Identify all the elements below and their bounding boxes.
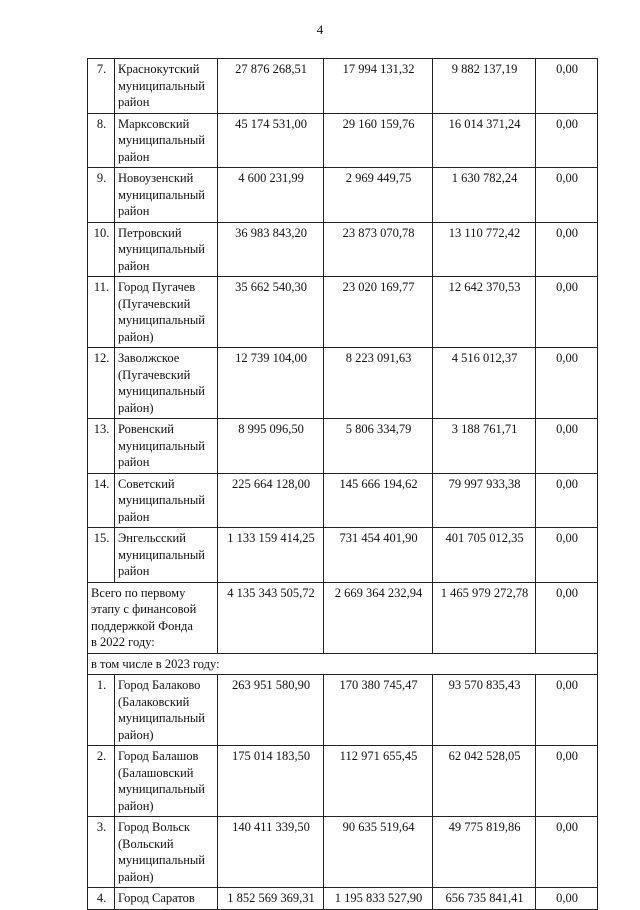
municipality-name-line: Марксовский (118, 116, 190, 131)
row-number: 11. (88, 277, 115, 348)
municipality-name-line: Город Балаково (118, 678, 201, 692)
total-cost-cell: 4 600 231,99 (218, 168, 324, 223)
municipality-name-line: район) (118, 727, 154, 742)
municipality-name (115, 348, 218, 419)
row-number: 15. (88, 528, 115, 583)
local-budget-cell: 0,00 (536, 419, 598, 474)
section-row (88, 653, 598, 675)
row-number: 2. (88, 746, 115, 817)
municipality-name-line: район) (118, 329, 154, 344)
local-budget-cell: 0,00 (536, 888, 598, 910)
municipality-name-line: муниципальный (118, 187, 205, 202)
fund-support-cell: 5 806 334,79 (324, 419, 433, 474)
table-row (88, 675, 598, 746)
fund-support-cell: 8 223 091,63 (324, 348, 433, 419)
municipality-name-line: муниципальный (118, 384, 205, 398)
total-row (88, 582, 598, 653)
local-budget-cell: 0,00 (536, 59, 598, 114)
municipality-name-line: район) (118, 798, 154, 813)
table-row (88, 817, 598, 888)
total-label-line: этапу с финансовой (91, 602, 197, 616)
municipality-name-line: Заволжское (118, 351, 180, 365)
table-row (88, 168, 598, 223)
local-budget-cell: 0,00 (536, 222, 598, 277)
row-number: 10. (88, 222, 115, 277)
local-budget-cell: 0,00 (536, 113, 598, 168)
local-budget-cell: 0,00 (536, 168, 598, 223)
total-cost-cell: 263 951 580,90 (218, 675, 324, 746)
municipality-name-line: Новоузенский (118, 171, 194, 185)
fund-support-cell: 23 873 070,78 (324, 222, 433, 277)
local-budget-cell: 0,00 (536, 473, 598, 528)
local-budget-cell: 0,00 (536, 675, 598, 746)
local-budget-cell: 0,00 (536, 817, 598, 888)
municipality-name-line: муниципальный (118, 711, 205, 725)
table-row (88, 419, 598, 474)
fund-support-cell: 731 454 401,90 (324, 528, 433, 583)
total-cost-cell: 1 133 159 414,25 (218, 528, 324, 583)
municipality-name-line: (Пугачевский (118, 367, 191, 382)
municipality-name (115, 222, 218, 277)
municipality-name-line: район) (118, 400, 154, 415)
regional-budget-cell: 49 775 819,86 (433, 817, 536, 888)
section-heading: в том числе в 2023 году: (88, 653, 598, 675)
table-body (88, 59, 598, 910)
row-number: 14. (88, 473, 115, 528)
municipality-name-line: район (118, 455, 150, 469)
municipality-name-line: муниципальный (118, 493, 205, 507)
municipality-name-line: район (118, 95, 150, 109)
row-number: 7. (88, 59, 115, 114)
table-row (88, 59, 598, 114)
municipality-name-line: район (118, 509, 150, 524)
municipality-name-line: (Вольский (118, 836, 174, 851)
municipality-name (115, 59, 218, 114)
fund-support-cell: 2 669 364 232,94 (324, 582, 433, 653)
municipality-name (115, 746, 218, 817)
municipality-name-line: муниципальный (118, 438, 205, 453)
municipality-name-line: район (118, 564, 150, 578)
fund-support-cell: 29 160 159,76 (324, 113, 433, 168)
municipality-name-line: Краснокутский (118, 62, 200, 76)
fund-support-cell: 17 994 131,32 (324, 59, 433, 114)
local-budget-cell: 0,00 (536, 746, 598, 817)
regional-budget-cell: 401 705 012,35 (433, 528, 536, 583)
municipality-name-line: район (118, 204, 150, 218)
local-budget-cell: 0,00 (536, 582, 598, 653)
fund-support-cell: 23 020 169,77 (324, 277, 433, 348)
total-cost-cell: 140 411 339,50 (218, 817, 324, 888)
municipality-name-line: Энгельсский (118, 531, 186, 545)
table-row (88, 113, 598, 168)
total-cost-cell: 1 852 569 369,31 (218, 888, 324, 910)
municipality-name-line: Город Пугачев (118, 280, 196, 294)
municipality-name-line: муниципальный (118, 313, 205, 327)
municipality-name-line: Город Саратов (118, 891, 195, 905)
row-number: 9. (88, 168, 115, 223)
row-number: 1. (88, 675, 115, 746)
municipality-name-line: (Балаковский (118, 694, 190, 709)
table-row (88, 888, 598, 910)
regional-budget-cell: 79 997 933,38 (433, 473, 536, 528)
total-cost-cell: 35 662 540,30 (218, 277, 324, 348)
page-number: 4 (316, 22, 324, 37)
municipality-name-line: Город Вольск (118, 820, 190, 834)
table-row (88, 348, 598, 419)
municipality-name (115, 113, 218, 168)
fund-support-cell: 145 666 194,62 (324, 473, 433, 528)
regional-budget-cell: 656 735 841,41 (433, 888, 536, 910)
municipality-name-line: муниципальный (118, 78, 205, 93)
municipality-name-line: муниципальный (118, 782, 205, 796)
funding-table (87, 58, 598, 910)
fund-support-cell: 2 969 449,75 (324, 168, 433, 223)
regional-budget-cell: 9 882 137,19 (433, 59, 536, 114)
table-row (88, 277, 598, 348)
row-number: 4. (88, 888, 115, 910)
fund-support-cell: 1 195 833 527,90 (324, 888, 433, 910)
total-cost-cell: 225 664 128,00 (218, 473, 324, 528)
total-cost-cell: 4 135 343 505,72 (218, 582, 324, 653)
municipality-name-line: Ровенский (118, 422, 174, 436)
municipality-name-line: Советский (118, 476, 175, 491)
row-number: 3. (88, 817, 115, 888)
regional-budget-cell: 93 570 835,43 (433, 675, 536, 746)
municipality-name-line: район (118, 258, 150, 273)
municipality-name (115, 168, 218, 223)
municipality-name-line: муниципальный (118, 133, 205, 147)
municipality-name-line: муниципальный (118, 547, 205, 562)
fund-support-cell: 112 971 655,45 (324, 746, 433, 817)
total-cost-cell: 12 739 104,00 (218, 348, 324, 419)
row-number: 13. (88, 419, 115, 474)
municipality-name (115, 817, 218, 888)
table-row (88, 746, 598, 817)
total-label-line: поддержкой Фонда (91, 618, 193, 633)
regional-budget-cell: 12 642 370,53 (433, 277, 536, 348)
total-cost-cell: 8 995 096,50 (218, 419, 324, 474)
municipality-name (115, 277, 218, 348)
regional-budget-cell: 1 630 782,24 (433, 168, 536, 223)
local-budget-cell: 0,00 (536, 277, 598, 348)
municipality-name-line: район (118, 149, 150, 164)
municipality-name (115, 888, 218, 910)
municipality-name (115, 473, 218, 528)
municipality-name-line: муниципальный (118, 853, 205, 867)
regional-budget-cell: 16 014 371,24 (433, 113, 536, 168)
regional-budget-cell: 13 110 772,42 (433, 222, 536, 277)
municipality-name (115, 675, 218, 746)
regional-budget-cell: 1 465 979 272,78 (433, 582, 536, 653)
total-cost-cell: 27 876 268,51 (218, 59, 324, 114)
total-cost-cell: 45 174 531,00 (218, 113, 324, 168)
regional-budget-cell: 62 042 528,05 (433, 746, 536, 817)
municipality-name-line: муниципальный (118, 242, 205, 256)
total-cost-cell: 175 014 183,50 (218, 746, 324, 817)
total-label-line: в 2022 году: (91, 635, 155, 649)
total-cost-cell: 36 983 843,20 (218, 222, 324, 277)
municipality-name-line: Город Балашов (118, 749, 199, 763)
row-number: 8. (88, 113, 115, 168)
regional-budget-cell: 4 516 012,37 (433, 348, 536, 419)
total-label-line: Всего по первому (91, 585, 186, 600)
municipality-name-line: район) (118, 869, 154, 884)
local-budget-cell: 0,00 (536, 348, 598, 419)
fund-support-cell: 90 635 519,64 (324, 817, 433, 888)
municipality-name-line: (Пугачевский (118, 296, 191, 311)
municipality-name-line: (Балашовский (118, 765, 194, 780)
municipality-name (115, 528, 218, 583)
fund-support-cell: 170 380 745,47 (324, 675, 433, 746)
municipality-name (115, 419, 218, 474)
municipality-name-line: Петровский (118, 225, 182, 240)
table-row (88, 222, 598, 277)
table-row (88, 528, 598, 583)
row-number: 12. (88, 348, 115, 419)
local-budget-cell: 0,00 (536, 528, 598, 583)
regional-budget-cell: 3 188 761,71 (433, 419, 536, 474)
table-row (88, 473, 598, 528)
total-label (88, 582, 218, 653)
